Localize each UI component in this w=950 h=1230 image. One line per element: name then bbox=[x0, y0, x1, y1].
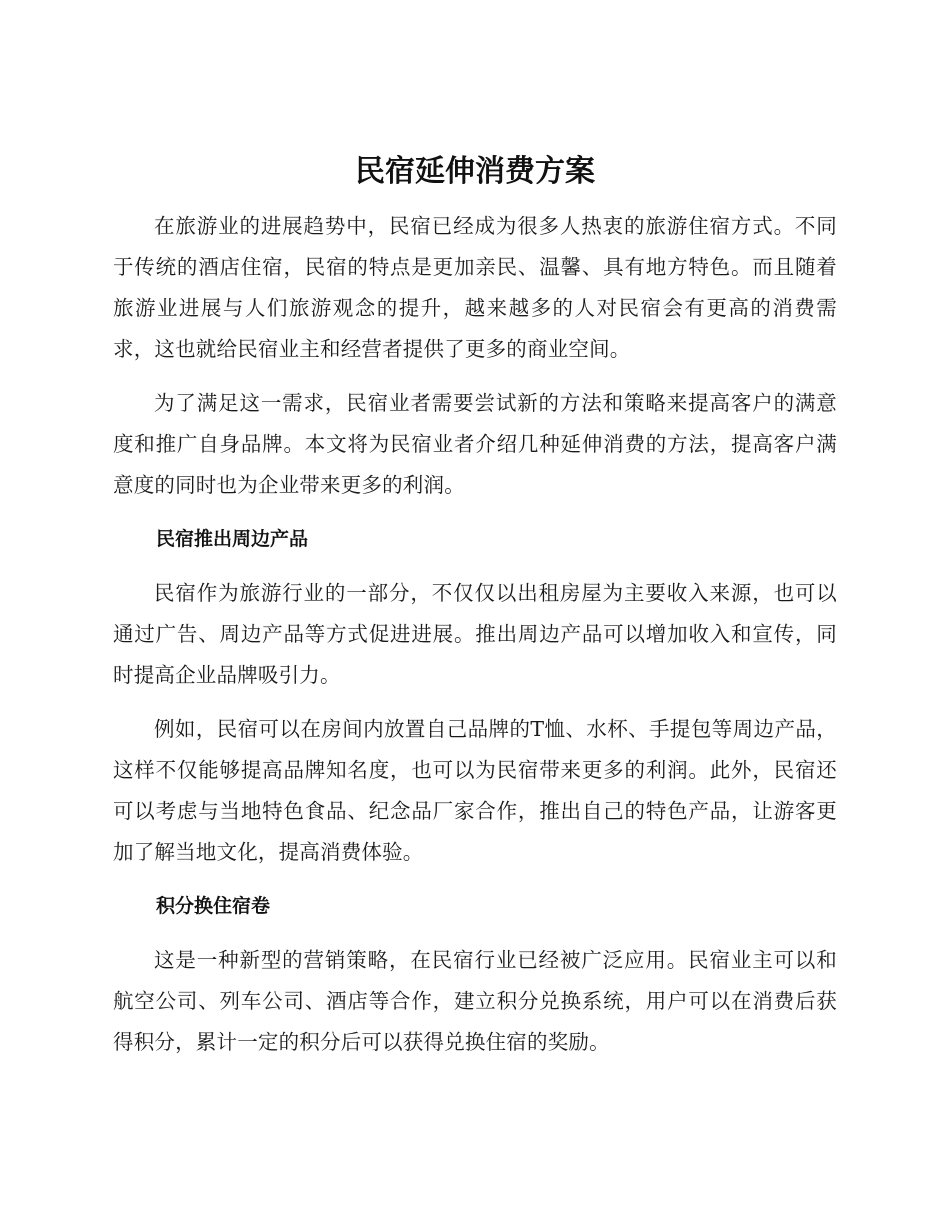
section-heading-merchandise: 民宿推出周边产品 bbox=[156, 528, 309, 550]
points-paragraph-1: 这是一种新型的营销策略，在民宿行业已经被广泛应用。民宿业主可以和航空公司、列车公司、酒店等合作，建立积分兑换系统，用户可以在消费后获得积分，累计一定的积分后可以获得兑换住宿的奖励。 bbox=[113, 948, 837, 1054]
section-heading-points: 积分换住宿卷 bbox=[156, 895, 271, 917]
document-title: 民宿延伸消费方案 bbox=[355, 154, 595, 189]
merchandise-paragraph-2: 例如，民宿可以在房间内放置自己品牌的T恤、水杯、手提包等周边产品，这样不仅能够提高品牌知名度，也可以为民宿带来更多的利润。此外，民宿还可以考虑与当地特色食品、纪念品厂家合作，推出自己的特色产品，让游客更加了解当地文化，提高消费体验。 bbox=[113, 717, 837, 864]
merchandise-paragraph-1: 民宿作为旅游行业的一部分，不仅仅以出租房屋为主要收入来源，也可以通过广告、周边产品等方式促进进展。推出周边产品可以增加收入和宣传，同时提高企业品牌吸引力。 bbox=[113, 581, 837, 687]
document-page bbox=[113, 150, 837, 1076]
intro-paragraph-2: 为了满足这一需求，民宿业者需要尝试新的方法和策略来提高客户的满意度和推广自身品牌。本文将为民宿业者介绍几种延伸消费的方法，提高客户满意度的同时也为企业带来更多的利润。 bbox=[113, 391, 837, 497]
intro-paragraph-1: 在旅游业的进展趋势中，民宿已经成为很多人热衷的旅游住宿方式。不同于传统的酒店住宿，民宿的特点是更加亲民、温馨、具有地方特色。而且随着旅游业进展与人们旅游观念的提升，越来越多的人对民宿会有更高的消费需求，这也就给民宿业主和经营者提供了更多的商业空间。 bbox=[113, 214, 837, 361]
